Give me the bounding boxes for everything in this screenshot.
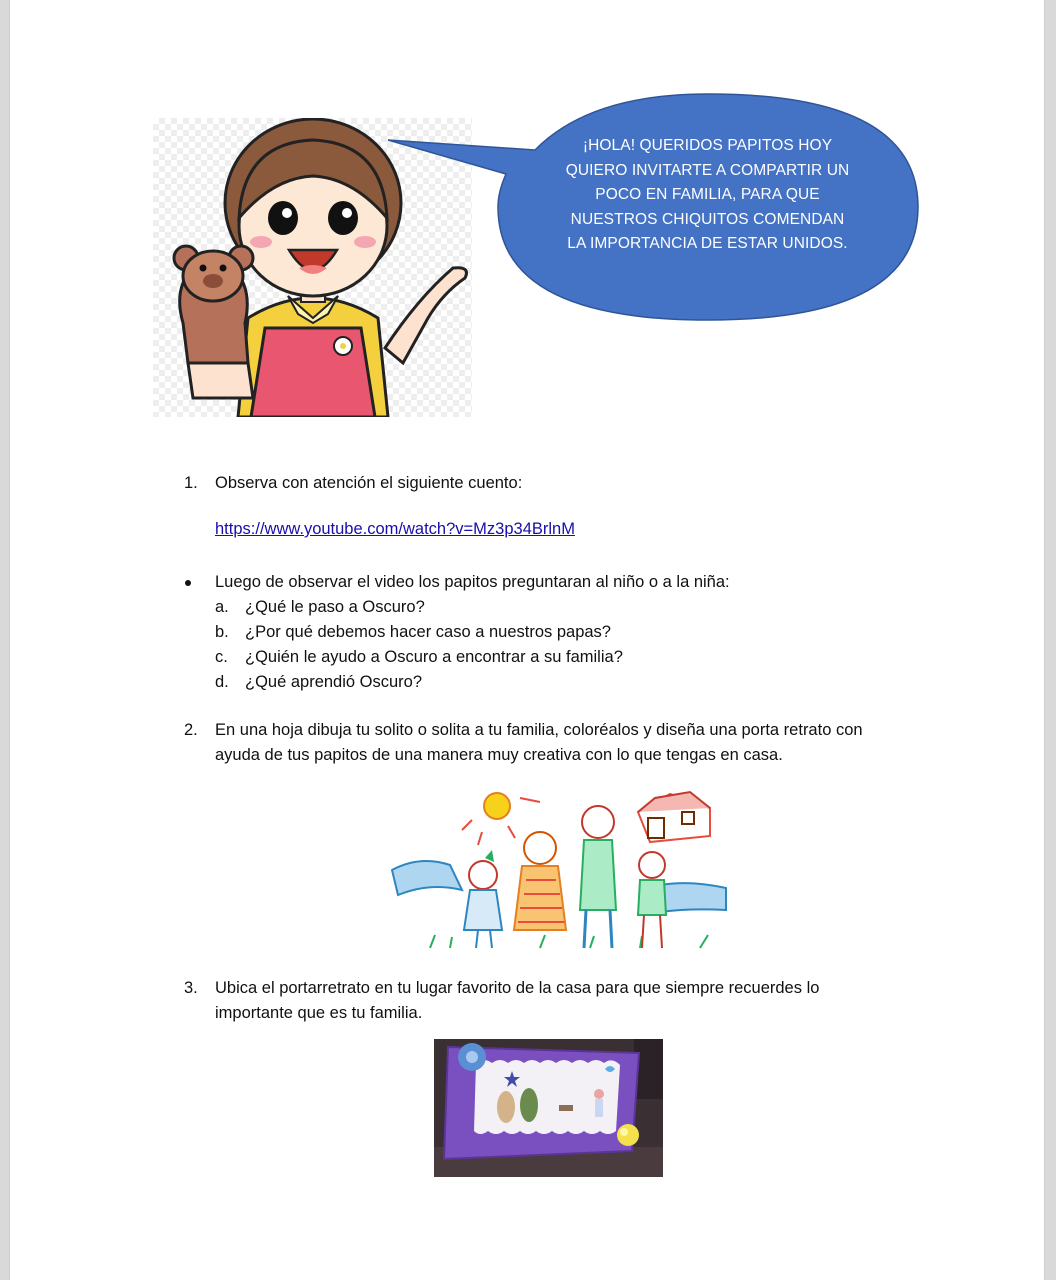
question-letter: b. — [215, 623, 229, 641]
family-crayon-drawing — [390, 790, 728, 950]
item-2-number: 2. — [184, 721, 198, 739]
question-text: ¿Qué aprendió Oscuro? — [245, 673, 423, 691]
question-letter: a. — [215, 598, 229, 616]
item-1-number: 1. — [184, 474, 198, 492]
question-text: ¿Qué le paso a Oscuro? — [245, 598, 425, 616]
bullet-marker — [185, 580, 191, 586]
item-2-line-2: ayuda de tus papitos de una manera muy creativa con lo que tengas en casa. — [215, 746, 783, 764]
bullet-text: Luego de observar el video los papitos preguntaran al niño o a la niña: — [215, 573, 730, 591]
speech-bubble-text: ¡HOLA! QUERIDOS PAPITOS HOY QUIERO INVITARTE A COMPARTIR UN POCO EN FAMILIA, PARA QUE NUESTROS CHIQUITOS COMENDAN LA IMPORTANCIA DE ESTAR UNIDOS. — [565, 137, 850, 252]
picture-frame-photo — [434, 1039, 663, 1177]
item-1-text: Observa con atención el siguiente cuento: — [215, 474, 523, 492]
question-letter: d. — [215, 673, 229, 691]
video-link[interactable]: https://www.youtube.com/watch?v=Mz3p34BrlnM — [215, 520, 575, 538]
item-3-line-1: Ubica el portarretrato en tu lugar favorito de la casa para que siempre recuerdes lo — [215, 979, 820, 997]
item-3-line-2: importante que es tu familia. — [215, 1004, 423, 1022]
family-drawing-icon — [390, 790, 728, 950]
question-text: ¿Por qué debemos hacer caso a nuestros papas? — [245, 623, 611, 641]
item-3-number: 3. — [184, 979, 198, 997]
item-2-line-1: En una hoja dibuja tu solito o solita a tu familia, coloréalos y diseña una porta retrato con — [215, 721, 863, 739]
photo-frame-icon — [434, 1039, 663, 1177]
question-text: ¿Quién le ayudo a Oscuro a encontrar a su familia? — [245, 648, 623, 666]
question-letter: c. — [215, 648, 228, 666]
